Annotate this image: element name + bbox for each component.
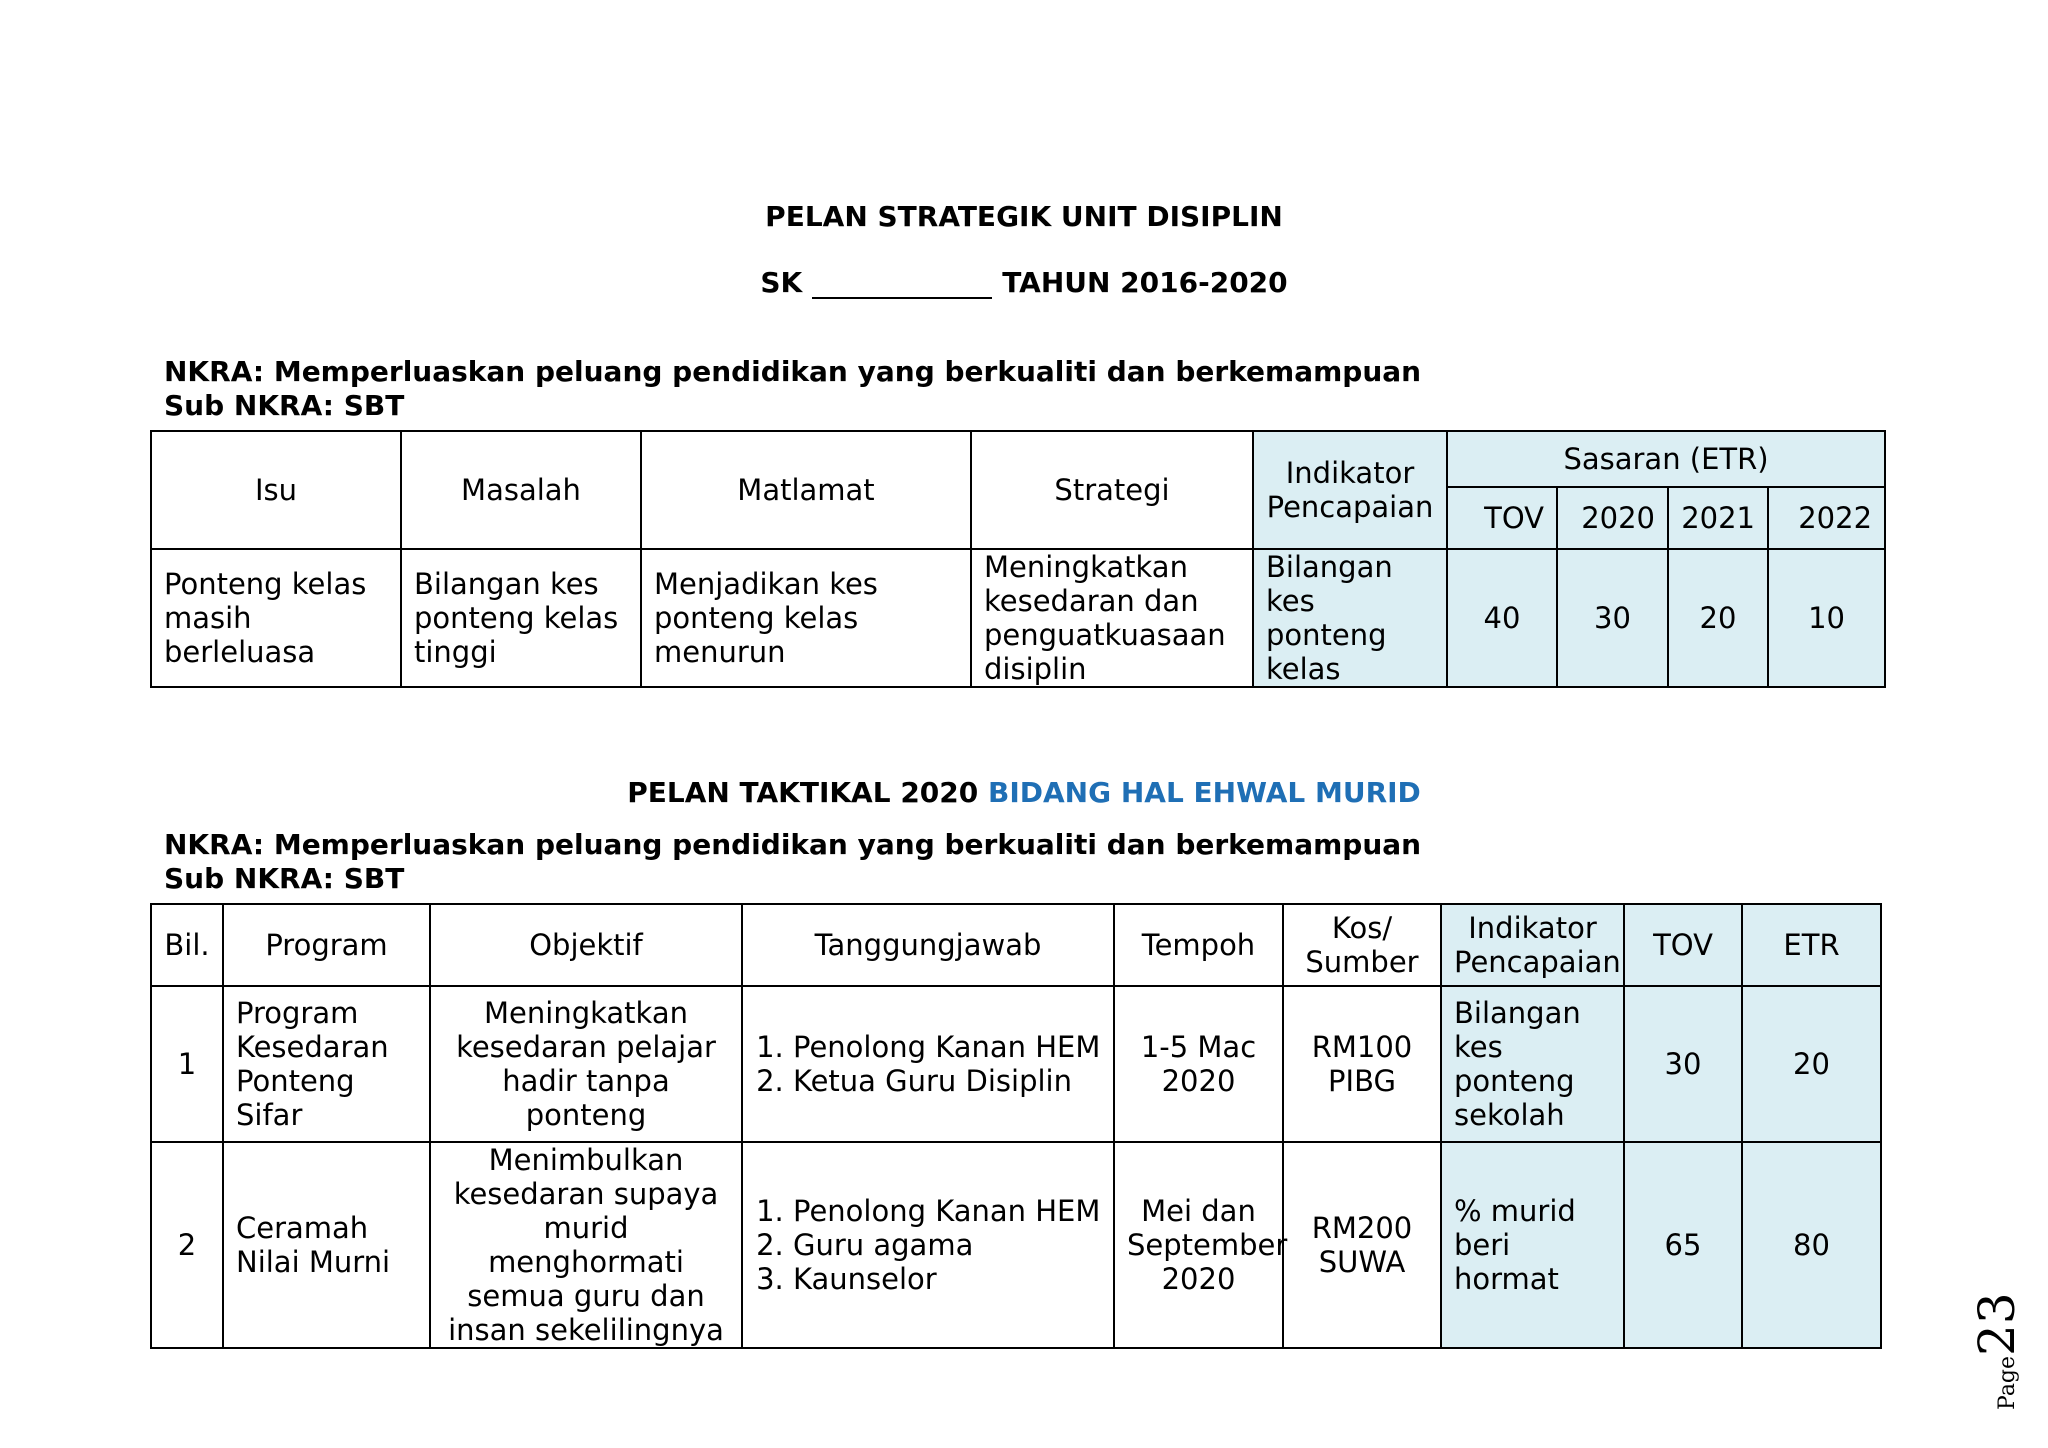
cell-kos: RM100 PIBG (1283, 986, 1441, 1142)
header-etr: ETR (1742, 904, 1881, 986)
sub-nkra-line: Sub NKRA: SBT (164, 389, 405, 422)
cell-tanggungjawab (742, 986, 1114, 1142)
cell-etr: 20 (1742, 986, 1881, 1142)
header-indikator: Indikator Pencapaian (1253, 431, 1447, 549)
cell-strategi: Meningkatkan kesedaran dan penguatkuasaan disiplin (971, 549, 1253, 687)
header-bil: Bil. (151, 904, 223, 986)
cell-masalah: Bilangan kes ponteng kelas tinggi (401, 549, 641, 687)
header-strategi: Strategi (971, 431, 1253, 549)
strategic-title: PELAN STRATEGIK UNIT DISIPLIN (765, 200, 1283, 233)
header-masalah: Masalah (401, 431, 641, 549)
cell-etr: 80 (1742, 1142, 1881, 1348)
cell-tempoh: Mei dan September 2020 (1114, 1142, 1283, 1348)
school-name-blank (812, 271, 992, 299)
header-tempoh: Tempoh (1114, 904, 1283, 986)
header-tov: TOV (1447, 487, 1557, 549)
header-objektif: Objektif (430, 904, 742, 986)
list-item: 2. Guru agama (793, 1228, 1101, 1262)
cell-2020: 30 (1557, 549, 1668, 687)
cell-tempoh: 1-5 Mac 2020 (1114, 986, 1283, 1142)
cell-tov: 30 (1624, 986, 1742, 1142)
nkra-line: NKRA: Memperluaskan peluang pendidikan yang berkualiti dan berkemampuan (164, 828, 1422, 861)
cell-bil: 2 (151, 1142, 223, 1348)
cell-objektif: Menimbulkan kesedaran supaya murid menghormati semua guru dan insan sekelilingnya (430, 1142, 742, 1348)
cell-tov: 65 (1624, 1142, 1742, 1348)
header-matlamat: Matlamat (641, 431, 971, 549)
table-row (151, 986, 1881, 1142)
cell-isu: Ponteng kelas masih berleluasa (151, 549, 401, 687)
cell-2021: 20 (1668, 549, 1768, 687)
strategic-nkra (164, 355, 1421, 423)
cell-kos: RM200 SUWA (1283, 1142, 1441, 1348)
header-tov: TOV (1624, 904, 1742, 986)
table-row (151, 1142, 1881, 1348)
table-row (151, 549, 1885, 687)
cell-program: Ceramah Nilai Murni (223, 1142, 430, 1348)
tactical-nkra (164, 828, 1421, 896)
header-2022: 2022 (1768, 487, 1885, 549)
sk-label: SK (760, 266, 803, 299)
list-item: 1. Penolong Kanan HEM (793, 1194, 1101, 1228)
cell-program: Program Kesedaran Ponteng Sifar (223, 986, 430, 1142)
year-label: TAHUN 2016-2020 (1002, 266, 1288, 299)
strategic-subtitle (0, 266, 2048, 299)
page-label: Page (1995, 1355, 2020, 1410)
page-number (1968, 1292, 2038, 1410)
cell-matlamat: Menjadikan kes ponteng kelas menurun (641, 549, 971, 687)
sub-nkra-line: Sub NKRA: SBT (164, 862, 405, 895)
page-number-rotated (1968, 1292, 2026, 1410)
cell-tanggungjawab (742, 1142, 1114, 1348)
cell-bil: 1 (151, 986, 223, 1142)
cell-objektif: Meningkatkan kesedaran pelajar hadir tanpa ponteng (430, 986, 742, 1142)
header-2020: 2020 (1557, 487, 1668, 549)
header-isu: Isu (151, 431, 401, 549)
tactical-title-highlight: BIDANG HAL EHWAL MURID (988, 776, 1421, 809)
strategic-table (150, 430, 1886, 688)
tactical-table (150, 903, 1882, 1349)
tactical-title-prefix: PELAN TAKTIKAL 2020 (627, 776, 979, 809)
header-program: Program (223, 904, 430, 986)
cell-indikator: Bilangan kes ponteng sekolah (1441, 986, 1624, 1142)
nkra-line: NKRA: Memperluaskan peluang pendidikan yang berkualiti dan berkemampuan (164, 355, 1422, 388)
header-kos: Kos/ Sumber (1283, 904, 1441, 986)
header-tanggungjawab: Tanggungjawab (742, 904, 1114, 986)
header-2021: 2021 (1668, 487, 1768, 549)
header-indikator: Indikator Pencapaian (1441, 904, 1624, 986)
list-item: 2. Ketua Guru Disiplin (793, 1064, 1101, 1098)
cell-tov: 40 (1447, 549, 1557, 687)
tactical-title (0, 776, 2048, 809)
header-sasaran: Sasaran (ETR) (1447, 431, 1885, 487)
cell-2022: 10 (1768, 549, 1885, 687)
list-item: 1. Penolong Kanan HEM (793, 1030, 1101, 1064)
page-value: 23 (1968, 1292, 2026, 1356)
strategic-header-row (151, 431, 1885, 487)
cell-indikator: Bilangan kes ponteng kelas (1253, 549, 1447, 687)
tactical-header-row (151, 904, 1881, 986)
list-item: 3. Kaunselor (793, 1262, 1101, 1296)
cell-indikator: % murid beri hormat (1441, 1142, 1624, 1348)
